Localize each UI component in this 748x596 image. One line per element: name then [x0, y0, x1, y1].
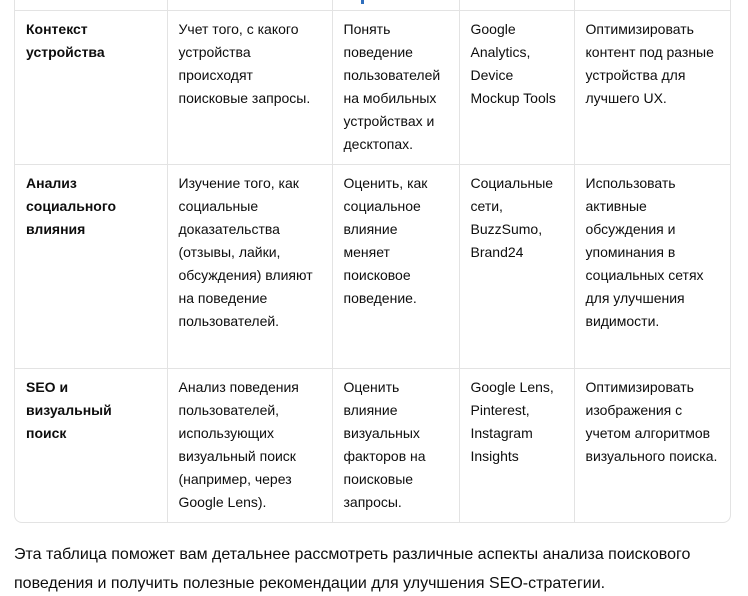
table-row [15, 164, 731, 368]
table-row [15, 10, 731, 164]
cell-empty [574, 0, 731, 10]
cell-empty [167, 0, 332, 10]
seo-analysis-table [14, 0, 731, 523]
cell-goal: Оценить, как социальное влияние меняет поисковое поведение. [332, 164, 459, 368]
table-row [15, 368, 731, 522]
cell-aspect: Контекст устройства [15, 10, 167, 164]
cell-empty [15, 0, 167, 10]
cell-description: Учет того, с какого устройства происходят поисковые запросы. [167, 10, 332, 164]
cell-aspect: Анализ социального влияния [15, 164, 167, 368]
cell-goal: Оценить влияние визуальных факторов на поисковые запросы. [332, 368, 459, 522]
cell-goal: Понять поведение пользователей на мобильных устройствах и десктопах. [332, 10, 459, 164]
cell-empty [332, 0, 459, 10]
cell-description: Изучение того, как социальные доказательства (отзывы, лайки, обсуждения) влияют на поведение пользователей. [167, 164, 332, 368]
cell-empty [459, 0, 574, 10]
cell-tools: Google Analytics, Device Mockup Tools [459, 10, 574, 164]
table-row-cutoff [15, 0, 731, 10]
cutoff-link-fragment [361, 0, 364, 4]
cell-recommendation: Оптимизировать контент под разные устройства для лучшего UX. [574, 10, 731, 164]
cell-recommendation: Оптимизировать изображения с учетом алгоритмов визуального поиска. [585, 378, 718, 464]
cell-tools: Google Lens, Pinterest, Instagram Insights [459, 368, 574, 522]
cell-tools: Социальные сети, BuzzSumo, Brand24 [459, 164, 574, 368]
cell-recommendation: Использовать активные обсуждения и упоминания в социальных сетях для улучшения видимости. [574, 164, 731, 368]
cell-aspect: SEO и визуальный поиск [15, 368, 167, 522]
markdown-table [15, 0, 731, 522]
cell-description: Анализ поведения пользователей, использующих визуальный поиск (например, через Google Lens). [167, 368, 332, 522]
table-summary-text: Эта таблица поможет вам детальнее рассмотреть различные аспекты анализа поискового поведения и получить полезные рекомендации для улучшения SEO-стратегии. [14, 545, 691, 592]
